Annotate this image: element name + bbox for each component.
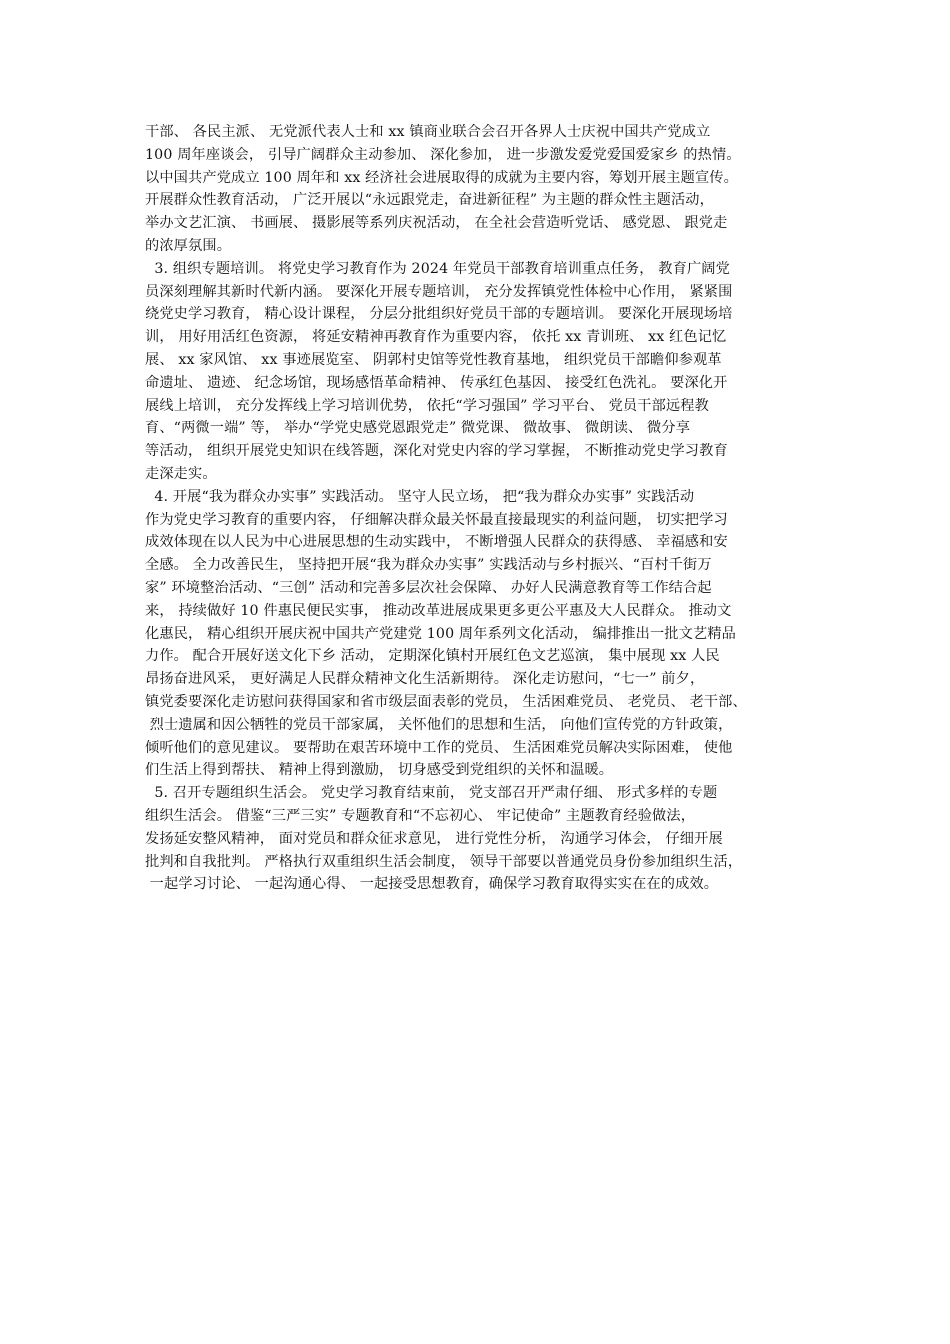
text-line: 等活动， 组织开展党史知识在线答题，深化对党史内容的学习掌握， 不断推动党史学习教育 — [145, 443, 728, 460]
text-line: 组织生活会。 借鉴“三严三实” 专题教育和“不忘初心、 牢记使命” 主题教育经验做法， — [145, 807, 696, 824]
text-line: 命遗址、 遗迹、 纪念场馆，现场感悟革命精神、 传承红色基因、 接受红色洗礼。 要深化开 — [145, 374, 728, 391]
text-line: 家” 环境整治活动、“三创” 活动和完善多层次社会保障、 办好人民满意教育等工作结合起 — [145, 579, 712, 596]
text-line: 成效体现在以人民为中心进展思想的生动实践中， 不断增强人民群众的获得感、 幸福感和安 — [145, 534, 728, 551]
text-line: 的浓厚氛围。 — [145, 237, 232, 254]
text-line: 以中国共产党成立 100 周年和 xx 经济社会进展取得的成就为主要内容，筹划开展主题宣传。 — [145, 169, 738, 186]
text-line: 走深走实。 — [145, 465, 217, 482]
text-line: 干部、 各民主派、 无党派代表人士和 xx 镇商业联合会召开各界人士庆祝中国共产党成立 — [145, 124, 711, 140]
text-line: 化惠民， 精心组织开展庆祝中国共产党建党 100 周年系列文化活动， 编排推出一批文艺精品 — [145, 625, 736, 642]
text-line: 力作。 配合开展好送文化下乡 活动， 定期深化镇村开展红色文艺巡演， 集中展现 xx 人民 — [145, 648, 720, 665]
text-line: 镇党委要深化走访慰问获得国家和省市级层面表彰的党员， 生活困难党员、 老党员、 老干部、 — [145, 693, 747, 710]
text-line: 作为党史学习教育的重要内容， 仔细解决群众最关怀最直接最现实的利益问题， 切实把学习 — [145, 511, 728, 528]
text-line: 展、 xx 家风馆、 xx 事迹展览室、 阴郭村史馆等党性教育基地， 组织党员干部瞻仰参观革 — [145, 351, 722, 368]
text-line: 批判和自我批判。 严格执行双重组织生活会制度， 领导干部要以普通党员身份参加组织生活， — [145, 853, 743, 870]
text-line: 一起学习讨论、 一起沟通心得、 一起接受思想教育，确保学习教育取得实实在在的成效。 — [145, 876, 719, 893]
text-line: 开展群众性教育活动， 广泛开展以“永远跟党走，奋进新征程” 为主题的群众性主题活动， — [145, 192, 714, 209]
text-line: 举办文艺汇演、 书画展、 摄影展等系列庆祝活动， 在全社会营造听党话、 感党恩、 跟党走 — [145, 215, 728, 232]
section-4-heading-line: 4. 开展“我为群众办实事” 实践活动。 坚守人民立场， 把“我为群众办实事” 实践活动 — [145, 488, 695, 505]
text-line: 昂扬奋进风采， 更好满足人民群众精神文化生活新期待。 深化走访慰问，“七一” 前夕， — [145, 671, 705, 688]
text-line: 们生活上得到帮扶、 精神上得到激励， 切身感受到党组织的关怀和温暖。 — [145, 762, 614, 779]
text-line: 展线上培训， 充分发挥线上学习培训优势， 依托“学习强国” 学习平台、 党员干部远程教 — [145, 397, 709, 414]
text-line: 训， 用好用活红色资源， 将延安精神再教育作为重要内容， 依托 xx 青训班、 xx 红色记忆 — [145, 329, 727, 346]
section-5-heading-line: 5. 召开专题组织生活会。 党史学习教育结束前， 党支部召开严肃仔细、 形式多样的专题 — [145, 785, 718, 802]
text-line: 全感。 全力改善民生， 坚持把开展“我为群众办实事” 实践活动与乡村振兴、“百村千街万 — [145, 557, 712, 574]
text-line: 员深刻理解其新时代新内涵。 要深化开展专题培训， 充分发挥镇党性体检中心作用， 紧紧围 — [145, 283, 733, 300]
text-line: 育、“两微一端” 等， 举办“学党史感党恩跟党走” 微党课、 微故事、 微朗读、 微分享 — [145, 420, 691, 437]
section-3-heading-line: 3. 组织专题培训。 将党史学习教育作为 2024 年党员干部教育培训重点任务， 教育广阔党 — [145, 260, 730, 277]
text-line: 烈士遗属和因公牺牲的党员干部家属， 关怀他们的思想和生活， 向他们宣传党的方针政策， — [145, 716, 733, 733]
text-line: 100 周年座谈会， 引导广阔群众主动参加、 深化参加， 进一步激发爱党爱国爱家乡 的热情。 — [145, 146, 741, 163]
text-line: 来， 持续做好 10 件惠民便民实事， 推动改革进展成果更多更公平惠及大人民群众。 推动文 — [145, 602, 732, 619]
body-text — [145, 121, 835, 896]
text-line: 绕党史学习教育， 精心设计课程， 分层分批组织好党员干部的专题培训。 要深化开展现场培 — [145, 306, 733, 323]
text-line: 发扬延安整风精神， 面对党员和群众征求意见， 进行党性分析， 沟通学习体会， 仔细开展 — [145, 830, 723, 847]
text-line: 倾听他们的意见建议。 要帮助在艰苦环境中工作的党员、 生活困难党员解决实际困难， 使他 — [145, 739, 733, 756]
